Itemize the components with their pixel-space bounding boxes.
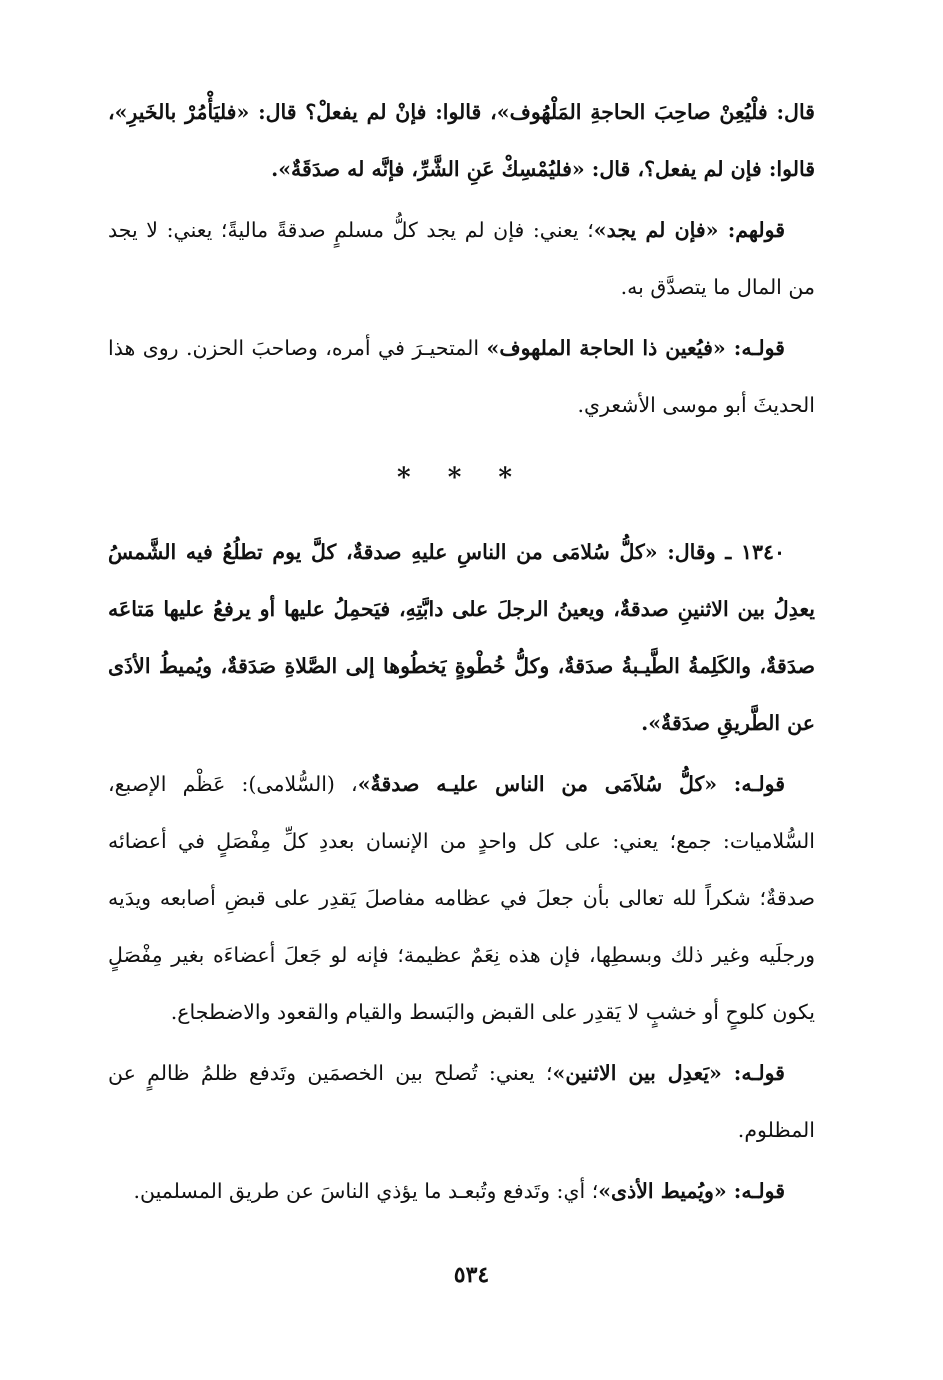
commentary-text: ؛ يعني: تُصلح بين الخصمَين وتَدفع ظلمُ ظالمٍ عن المظلوم. <box>108 1061 815 1142</box>
quoted-phrase: قولهم: «فإن لم يجد» <box>593 218 785 242</box>
quoted-phrase: قولـه: «ويُميط الأذى» <box>598 1179 785 1203</box>
paragraph-2 <box>108 202 815 316</box>
paragraph-4 <box>108 524 815 752</box>
paragraph-7 <box>108 1163 815 1220</box>
paragraph-6 <box>108 1045 815 1159</box>
quoted-phrase: قولـه: «فيُعين ذا الحاجة الملهوف» <box>486 336 785 360</box>
hadith-text: ١٣٤٠ ـ وقال: «كلُّ سُلامَى من الناسِ عليهِ صدقةٌ، كلَّ يوم تطلُعُ فيه الشَّمسُ يعدِلُ بين الاثنينِ صدقةٌ، ويعينُ الرجلَ على دابَّتِهِ، فيَحمِلُ عليها أو يرفعُ عليها مَتاعَه صدَقةٌ، والكَلِمةُ الطَّيـبةُ صدَقةٌ، وكلُّ خُطْوةٍ يَخطُوها إلى الصَّلاةِ صَدَقةٌ، ويُميطُ الأذَى عن الطَّريقِ صدَقةٌ». <box>108 540 815 735</box>
paragraph-1 <box>108 84 815 198</box>
paragraph-5 <box>108 756 815 1041</box>
commentary-text: ، (السُّلامى): عَظْم الإصبع، السُّلاميات: جمع؛ يعني: على كل واحدٍ من الإنسان بعددِ كلِّ مِفْصَلٍ في أعضائه صدقةٌ؛ شكراً لله تعالى بأن جعلَ في عظامه مفاصلَ يَقدِر على قبضِ أصابعه ويدَيه ورجلَيه وغير ذلك وبسطِها، فإن هذه نِعَمٌ عظيمة؛ فإنه لو جَعلَ أعضاءَه بغير مِفْصَلٍ يكون كلوحٍ أو خشبٍ لا يَقدِر على القبض والبَسط والقيام والقعود والاضطجاع. <box>108 772 815 1024</box>
hadith-text: قال: فلْيُعِنْ صاحِبَ الحاجةِ المَلْهُوف»، قالوا: فإنْ لم يفعلْ؟ قال: «فليَأْمُرْ بالخَيرِ»، قالوا: فإن لم يفعل؟، قال: «فليُمْسِكْ عَنِ الشَّرِّ، فإنَّه له صدَقَةٌ». <box>108 100 815 181</box>
commentary-text: المتحيـرَ في أمره، وصاحبَ الحزن. روى هذا الحديثَ أبو موسى الأشعري. <box>108 336 815 417</box>
commentary-text: ؛ أي: وتَدفع وتُبعـد ما يؤذي الناسَ عن طريق المسلمين. <box>133 1179 599 1203</box>
section-separator: * * * <box>397 463 526 493</box>
paragraph-3 <box>108 320 815 434</box>
quoted-phrase: قولـه: «يَعدِل بين الاثنين» <box>552 1061 785 1085</box>
commentary-text: ؛ يعني: فإن لم يجد كلُّ مسلمٍ صدقةً ماليةً؛ يعني: لا يجد من المال ما يتصدَّق به. <box>108 218 815 299</box>
quoted-phrase: قولـه: «كلُّ سُلاَمَى من الناس عليـه صدقةٌ» <box>357 772 785 796</box>
page-number: ٥٣٤ <box>453 1262 490 1288</box>
